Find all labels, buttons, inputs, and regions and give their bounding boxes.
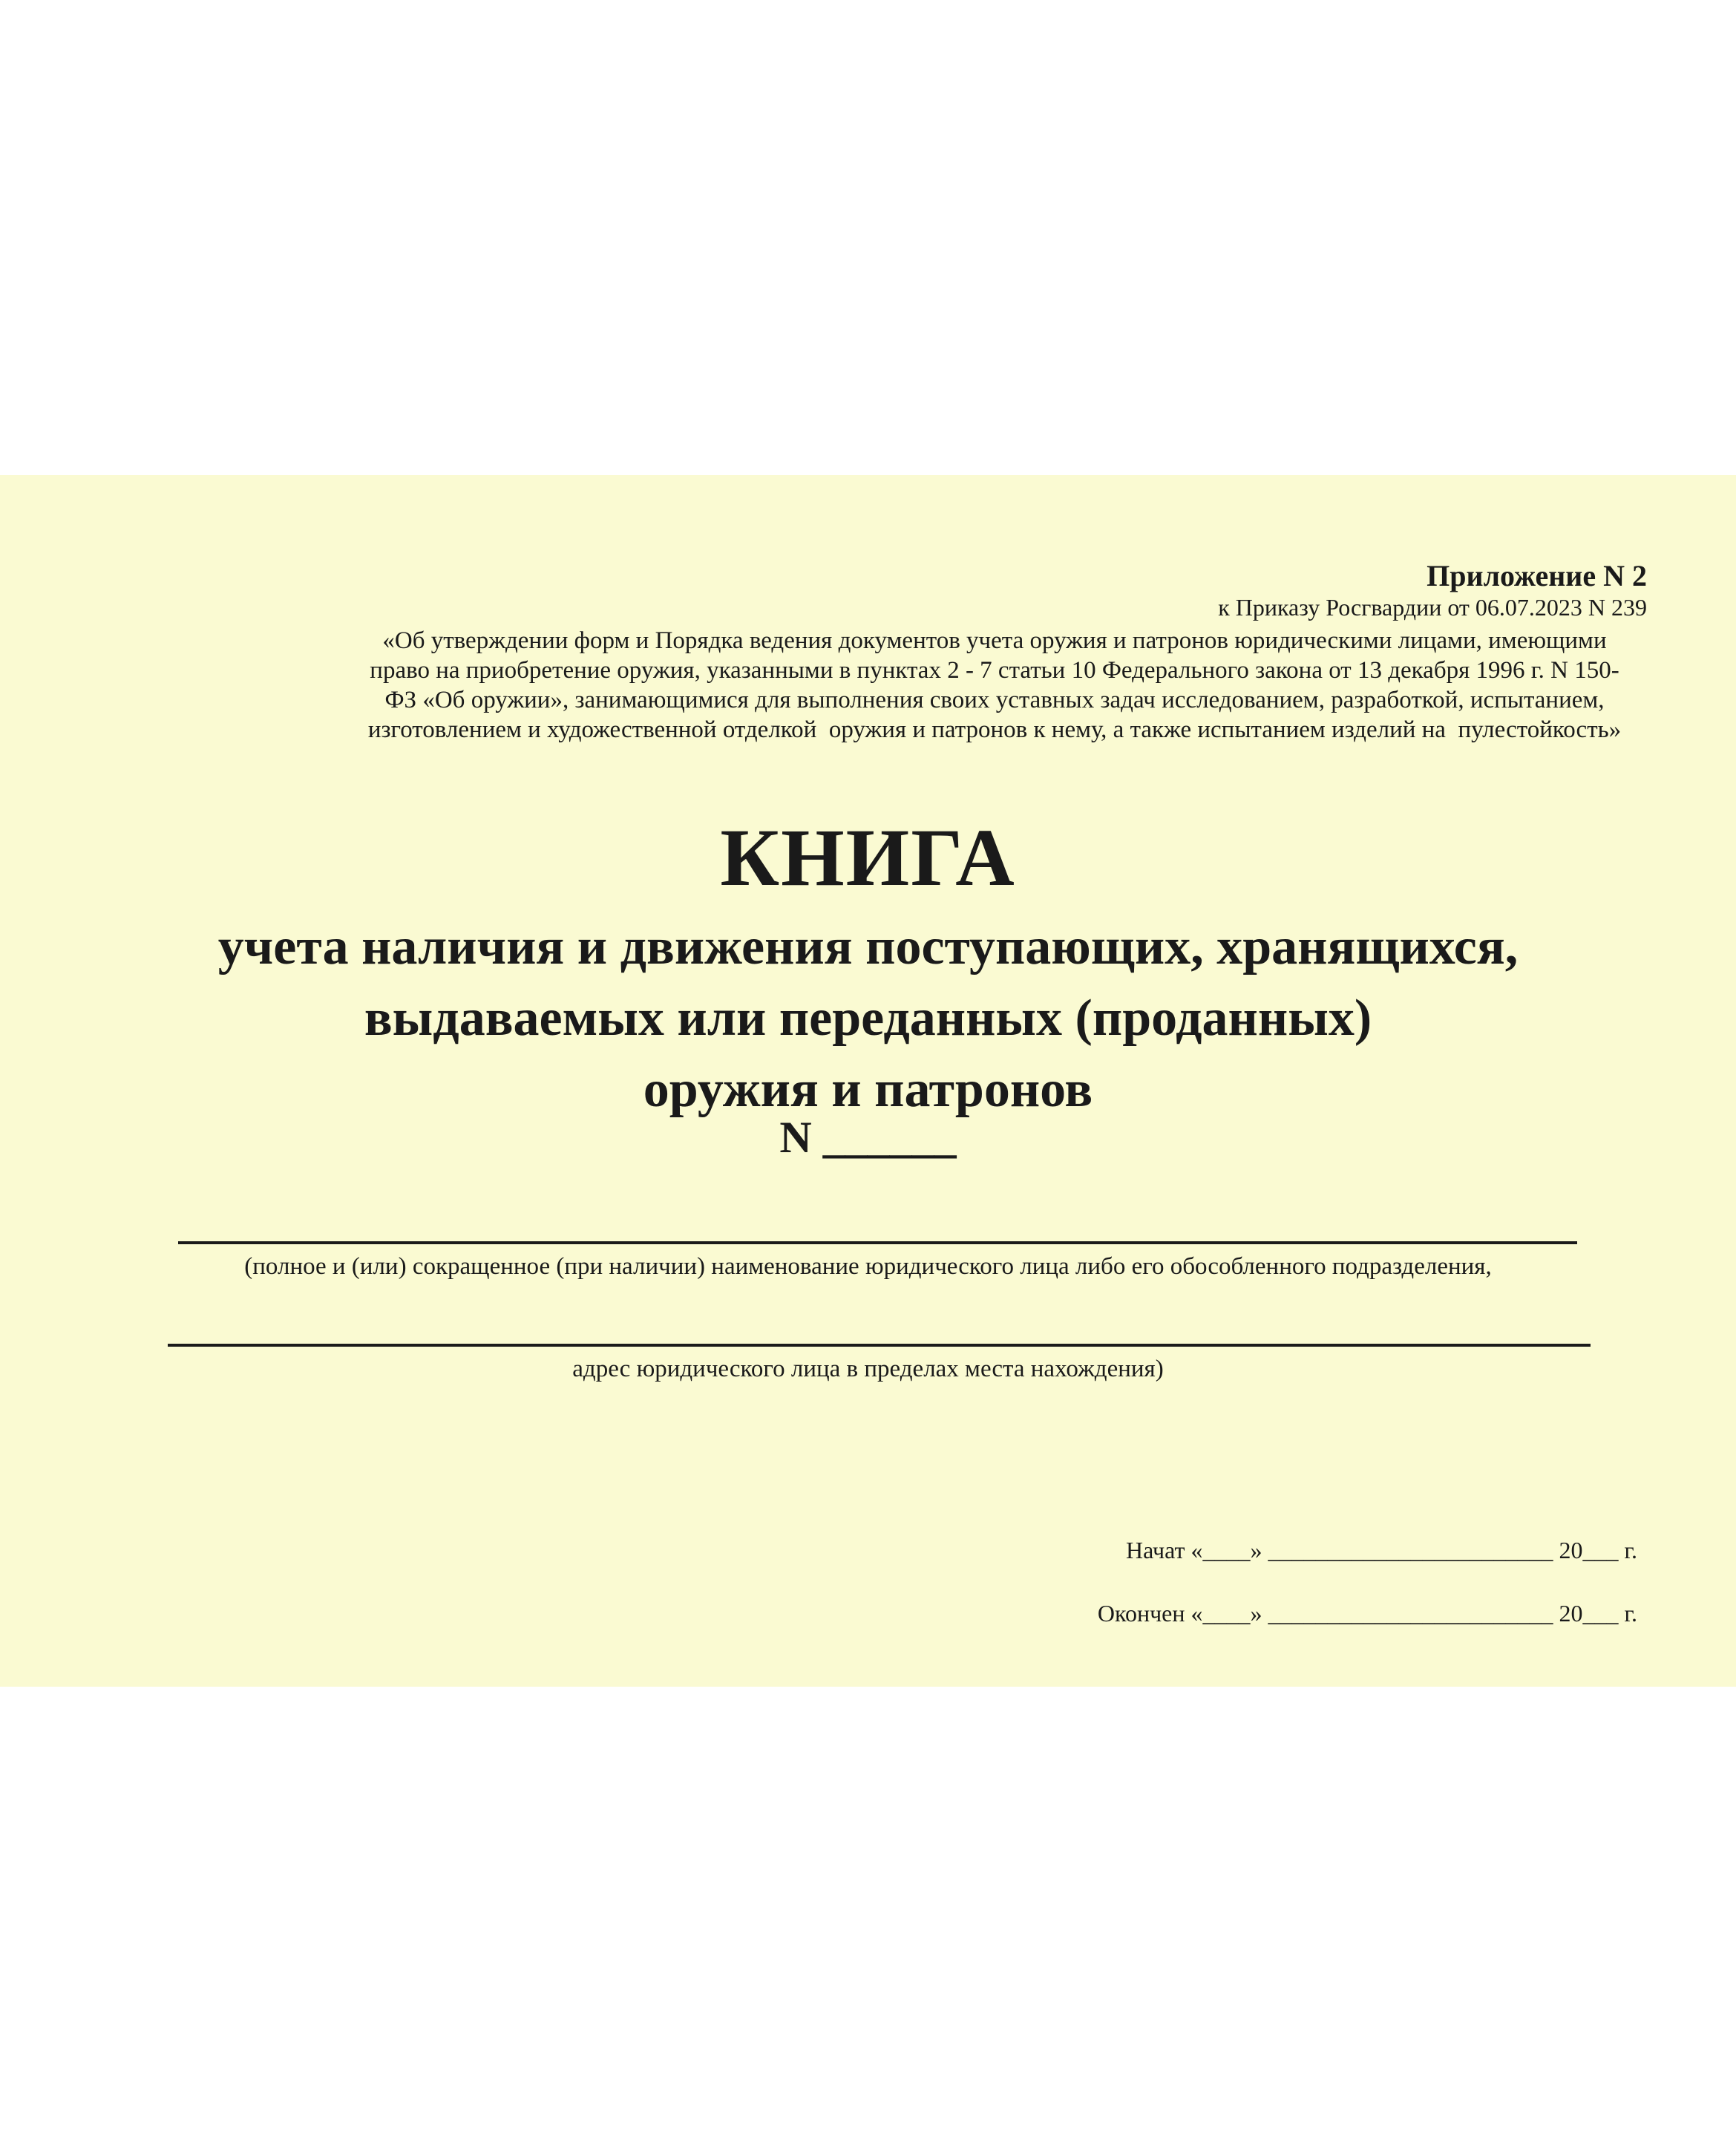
legal-entity-name-caption: (полное и (или) сокращенное (при наличии) наименование юридического лица либо его обособленного подразделения, (244, 1253, 1492, 1280)
legal-entity-name-blank-line (178, 1241, 1577, 1244)
book-subtitle-line: оружия и патронов (643, 1061, 1093, 1118)
document-sheet (0, 475, 1736, 1687)
appendix-number: Приложение N 2 (1427, 559, 1647, 592)
appendix-order-reference: к Приказу Росгвардии от 06.07.2023 N 239 (1218, 594, 1647, 621)
book-number-blank: N ______ (779, 1113, 957, 1162)
book-title: КНИГА (720, 812, 1016, 903)
appendix-order-description (319, 626, 1670, 745)
appendix-description-line: ФЗ «Об оружии», занимающимися для выполнения своих уставных задач исследованием, разработкой, испытанием, (384, 687, 1605, 713)
legal-entity-address-caption: адрес юридического лица в пределах места нахождения) (572, 1356, 1164, 1382)
book-subtitle (0, 912, 1736, 1125)
book-subtitle-line: учета наличия и движения поступающих, хранящихся, (217, 918, 1519, 975)
appendix-description-line: право на приобретение оружия, указанными в пунктах 2 - 7 статьи 10 Федерального закона от 13 декабря 1996 г. N 150- (370, 657, 1619, 684)
appendix-description-line: «Об утверждении форм и Порядка ведения документов учета оружия и патронов юридическими лицами, имеющими (382, 627, 1607, 654)
ended-date-row: Окончен «____» ________________________ 20___ г. (1097, 1600, 1637, 1627)
began-date-row: Начат «____» ________________________ 20___ г. (1126, 1537, 1637, 1563)
book-subtitle-line: выдаваемых или переданных (проданных) (364, 990, 1372, 1047)
legal-entity-address-blank-line (168, 1344, 1591, 1347)
appendix-description-line: изготовлением и художественной отделкой оружия и патронов к нему, а также испытанием изделий на пулестойкость» (367, 716, 1622, 743)
